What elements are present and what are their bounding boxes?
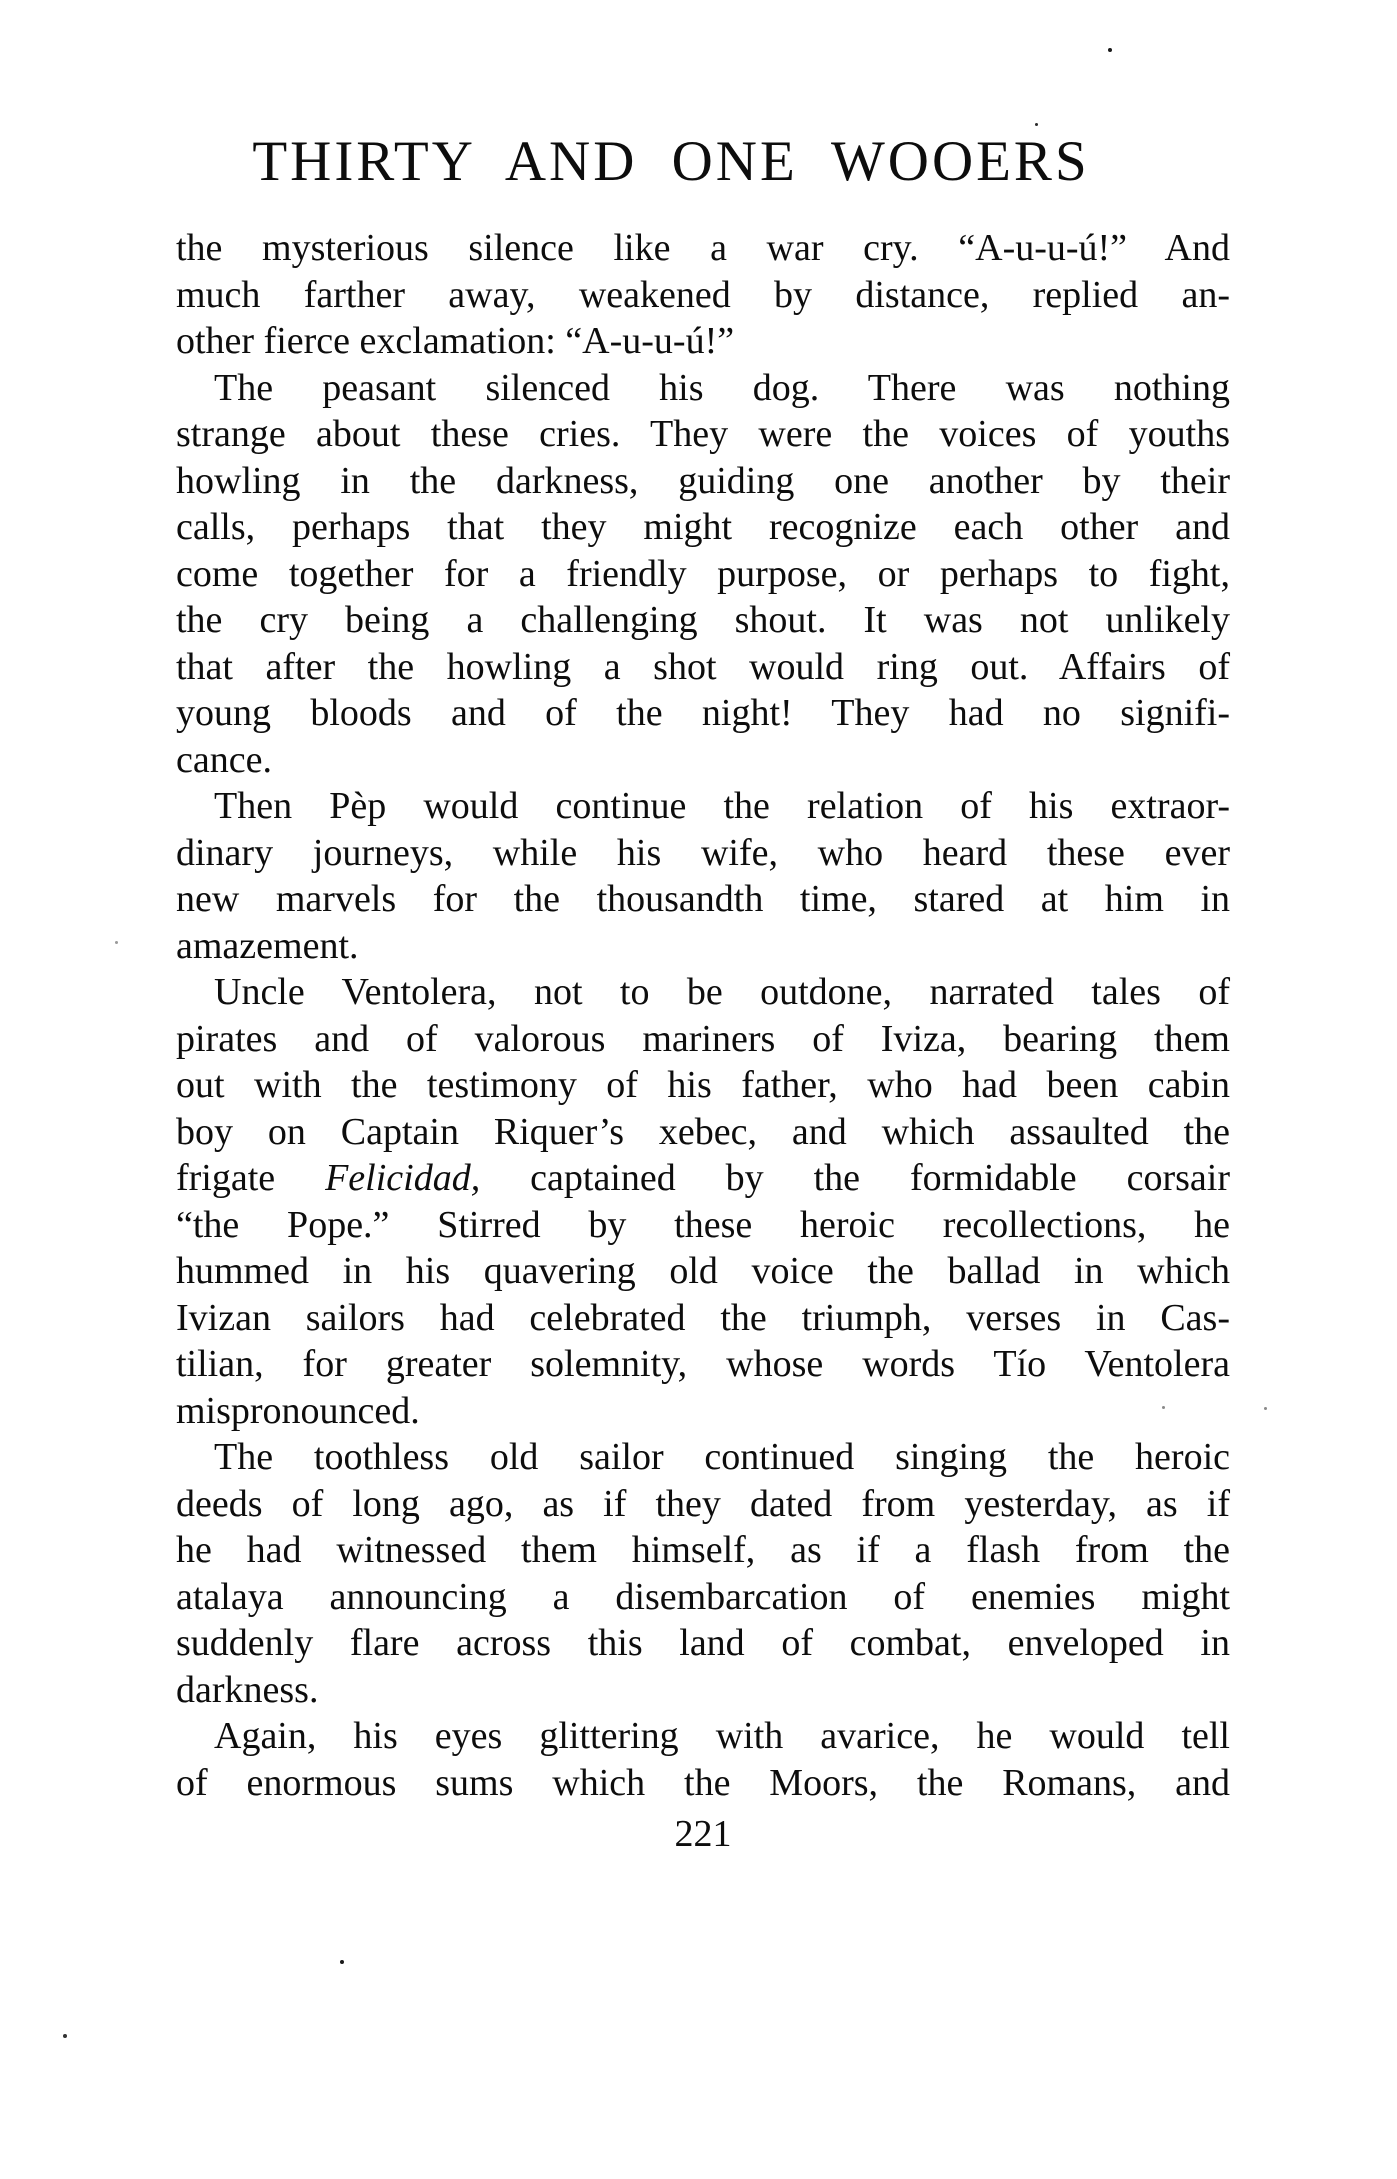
text-line: The peasant silenced his dog. There was nothing [214, 366, 1230, 409]
text-line: Again, his eyes glittering with avarice, he would tell [214, 1715, 1230, 1757]
text-line: darkness. [176, 1668, 319, 1711]
scan-speck [63, 2034, 67, 2038]
scan-speck [115, 941, 118, 944]
text-line: pirates and of valorous mariners of Iviza, bearing them [176, 1017, 1230, 1060]
text-line: cance. [176, 738, 272, 781]
text-line: mispronounced. [176, 1389, 420, 1432]
text-line: strange about these cries. They were the voices of youths [176, 413, 1230, 455]
text-line: the cry being a challenging shout. It was not unlikely [176, 599, 1230, 641]
text-line: hummed in his quavering old voice the ballad in which [176, 1250, 1230, 1292]
text-line: that after the howling a shot would ring out. Affairs of [176, 645, 1230, 688]
text-line: other fierce exclamation: “A-u-u-ú!” [176, 320, 735, 362]
text-line: he had witnessed them himself, as if a flash from the [176, 1529, 1230, 1571]
text-segment: frigate [176, 1157, 326, 1199]
text-line: Uncle Ventolera, not to be outdone, narrated tales of [214, 971, 1230, 1013]
scan-speck [1035, 123, 1038, 126]
text-line: atalaya announcing a disembarcation of enemies might [176, 1575, 1230, 1618]
scan-speck [1162, 1406, 1165, 1409]
text-line: new marvels for the thousandth time, stared at him in [176, 878, 1230, 920]
text-line: of enormous sums which the Moors, the Romans, and [176, 1761, 1230, 1804]
text-segment: captained by the formidable corsair [480, 1157, 1230, 1199]
text-block [176, 225, 1230, 1806]
scan-speck [340, 1960, 344, 1964]
text-line: suddenly flare across this land of combat, enveloped in [176, 1622, 1230, 1664]
text-line: young bloods and of the night! They had no signifi- [176, 692, 1230, 734]
text-line: calls, perhaps that they might recognize each other and [176, 506, 1230, 548]
text-line: out with the testimony of his father, who had been cabin [176, 1064, 1230, 1106]
text-line: howling in the darkness, guiding one another by their [176, 459, 1230, 502]
text-line: come together for a friendly purpose, or perhaps to fight, [176, 552, 1230, 595]
text-line: much farther away, weakened by distance, replied an- [176, 273, 1230, 316]
text-line: the mysterious silence like a war cry. “A-u-u-ú!” And [176, 227, 1230, 269]
text-line: amazement. [176, 924, 359, 967]
scan-speck [1264, 1407, 1267, 1410]
text-line: dinary journeys, while his wife, who heard these ever [176, 831, 1230, 874]
text-line: Then Pèp would continue the relation of his extraor- [214, 785, 1230, 827]
italic-word: Felicidad, [325, 1157, 481, 1199]
text-line: tilian, for greater solemnity, whose words Tío Ventolera [176, 1343, 1230, 1385]
page-number: 221 [674, 1813, 732, 1855]
text-line: boy on Captain Riquer’s xebec, and which assaulted the [176, 1110, 1230, 1153]
page-title: THIRTY AND ONE WOOERS [252, 130, 1090, 193]
text-line: deeds of long ago, as if they dated from yesterday, as if [176, 1482, 1230, 1525]
scan-speck [1108, 48, 1112, 52]
text-line [176, 1155, 1230, 1202]
text-line: The toothless old sailor continued singing the heroic [214, 1436, 1230, 1478]
text-line: “the Pope.” Stirred by these heroic recollections, he [176, 1203, 1230, 1246]
text-line: Ivizan sailors had celebrated the triumph, verses in Cas- [176, 1296, 1230, 1339]
